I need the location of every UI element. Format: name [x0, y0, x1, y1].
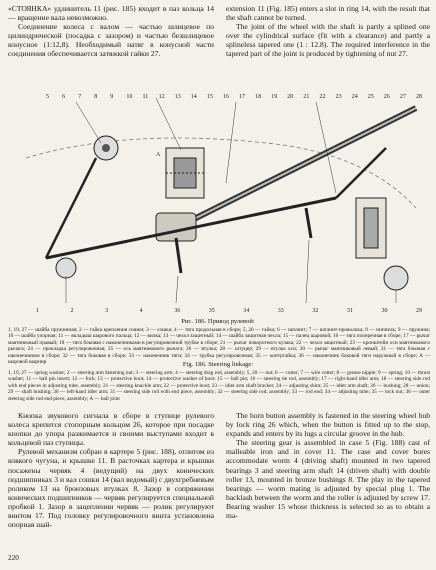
callout-number: 6 [62, 94, 66, 100]
detail-a-section [166, 148, 204, 198]
callout-number: 8 [94, 94, 98, 100]
callout-number: 14 [190, 94, 197, 100]
steering-linkage-figure [6, 88, 430, 316]
left-side-rod [46, 158, 96, 258]
callout-number: 33 [277, 308, 284, 314]
callout-row-top [46, 94, 422, 100]
idler-arm [306, 208, 311, 238]
callout-number: 19 [271, 94, 278, 100]
detail-label: А [156, 152, 161, 158]
callout-number: 29 [416, 308, 422, 314]
callout-number: 11 [142, 94, 149, 100]
callout-number: 9 [110, 94, 114, 100]
callout-number: 31 [346, 308, 353, 314]
callout-number: 15 [206, 94, 213, 100]
callout-number: 25 [367, 94, 374, 100]
ball-joint-left-core [102, 144, 110, 152]
figure-legend-ru: 1, 19, 27 — шайба пружинная; 2 — гайка крепления сошки; 3 — сошка; 4 — тяга продольная в сборе; 5, 20 — гайка; 6 — шплинт; 7 — шплинт-проволока; 8 — ниппель; 9 — пружина; 10 — шайба упорная; 11 — вкладыш шарового пальца; 12 — вилка; 13 — чехол защитный; 14 — шайба защитная чехла; 15 — палец шаровой; 16 — тяга поперечная в сборе; 17 — рычаг маятниковый правый; 18 — тяга боковая с наконечниками в регулировочной трубке в сборе; 21 — рычаг поворотного кулака; 22 — чехол защитный; 23 — кронштейн оси маятникового рычага; 24 — прокладка регулировочная; 25 — ось маятникового рычага; 26 — втулка; 28 — штуцер; 29 — втулка оси; 30 — рычаг маятниковый левый; 31 — тяга боковая с наконечником в сборе; 32 — тяга боковая в сборе; 33 — наконечник тяги; 34 — трубка регулировочная; 35 — контргайка; 36 — наконечник боковой тяги наружный в сборе; A — шаровой шарнир [8, 327, 430, 366]
callout-number: 23 [335, 94, 342, 100]
paragraph: Кнопка звукового сигнала в сборе в ступице рулевого колеса крепится стопорным кольцом 26, которое при посадке кнопки до упора разжимается и своими выступами входит в кольцевой паз ступицы. [8, 411, 214, 448]
steering-linkage-drawing [6, 88, 430, 316]
figure-caption-ru: Рис. 186. Привод рулевой: [181, 318, 255, 325]
callout-number: 28 [416, 94, 422, 100]
callout-number: 5 [46, 94, 49, 100]
bottom-right-column [226, 411, 430, 520]
callout-number: 16 [223, 94, 229, 100]
callout-number: 27 [399, 94, 406, 100]
callout-number: 26 [383, 94, 390, 100]
rod-end-right [384, 266, 408, 290]
callout-number: 36 [174, 308, 181, 314]
paragraph: The joint of the wheel with the shaft is partly a splined one over the cylindrical surface (fit with a clearance) and partly a splineless tapered one (1 : 12.8). The required interference in the tapered part of the joint is produced by tightening of nut 27. [226, 22, 430, 59]
callout-number: 17 [239, 94, 245, 100]
rod-end-left [56, 258, 76, 278]
callout-number: 10 [126, 94, 133, 100]
callout-number: 24 [351, 94, 358, 100]
callout-number: 32 [312, 308, 319, 314]
top-right-column [226, 4, 430, 59]
paragraph: Соединение колеса с валом — частью шлицевое по цилиндрической (посадка с зазором) и частью безшлицевое конусное (1:12,8). Необходимый натяг в конусной части соединения обеспечивается затяжкой гайки 27. [8, 22, 214, 59]
callout-number: 12 [158, 94, 165, 100]
callout-number: 22 [319, 94, 326, 100]
callout-number: 3 [105, 308, 109, 314]
callout-number: 20 [287, 94, 294, 100]
callout-number: 21 [303, 94, 310, 100]
paragraph: The horn button assembly is fastened in the steering wheel hub by lock ring 26 which, when the button is fitted up to the stop, expands and enters by its lugs a circular groove in the hub. [226, 411, 430, 439]
paragraph: «СТОЯНКА» удлинитель 11 (рис. 185) входит в паз кольца 14 — вращение вала невозможно. [8, 4, 214, 23]
paragraph: Рулевой механизм собран в картере 5 (рис. 188), отлитом из ковкого чугуна, и крышке 11. В расточках картера и крышки посажены червяк 4 (ведущий) на двух конических подшипниках 3 и вал сошки 14 (вал ведомый) с двухгребневым роликом 13 на бронзовых втулках 8. Зазор в сопряжении конических подшипников — червяк регулируется специальной пробкой 1. Зазор в зацеплении червяк — ролик регулируют винтом 17. Под головку регулировочного винта установлена опорная шай- [8, 447, 214, 530]
callout-row-bottom [36, 308, 422, 314]
callout-number: 18 [255, 94, 262, 100]
callout-number: 13 [174, 94, 181, 100]
callout-number: 1 [36, 308, 39, 314]
paragraph: extension 11 (Fig. 185) enters a slot in ring 14, with the result that the shaft cannot be turned. [226, 4, 430, 23]
callout-number: 4 [139, 308, 143, 314]
right-side-rod [336, 148, 386, 198]
figure-legend-en: 1, 19, 27 — spring washer; 2 — steering arm fastening nut; 3 — steering arm; 4 — steering drag rod, assembly; 5, 20 — nut; 6 — cotter; 7 — wire cotter; 8 — grease nipple; 9 — spring; 10 — thrust washer; 11 — ball pin insert; 12 — fork; 13 — protective boot; 14 — protective washer of boot; 15 — ball pin; 16 — steering tie rod, assembly; 17 — right-hand idler arm; 18 — steering side rod with end pieces in adjusting tube, assembly; 21 — steering knuckle arm; 22 — protective boot; 23 — idler arm shaft bracket; 24 — adjusting shim; 25 — idler arm shaft; 26 — bushing; 28 — union; 29 — shaft bushing; 30 — left-hand idler arm; 31 — steering side rod with end piece, assembly; 32 — steering side rod, assembly; 33 — rod end; 34 — adjusting tube; 35 — lock nut; 36 — outer steering side rod end piece, assembly; A — ball joint [8, 370, 430, 402]
callout-number: 34 [243, 308, 250, 314]
figure-caption-en: Fig. 186. Steering linkage: [182, 361, 254, 368]
detail-a-pin [174, 158, 196, 188]
page-number: 220 [8, 554, 19, 562]
top-left-column [8, 4, 214, 59]
pitman-arm [176, 238, 181, 273]
callout-number: 30 [381, 308, 388, 314]
callout-number: 35 [208, 308, 215, 314]
bottom-left-column [8, 411, 214, 529]
paragraph: The steering gear is assembled in case 5 (Fig. 188) cast of malleable iron and in cover 11. The case and cover bores accommodate worm 4 (driving shaft) mounted in two tapered bearings 3 and steering arm shaft 14 (driven shaft) with double roller 13, mounted in bronze bushings 8. The play in the tapered bearings — worm mating is adjusted by special plug 1. The backlash between the worm and the roller is adjusted by screw 17. Bearing washer 15 whose thickness is selected so as to obtain a ma- [226, 438, 430, 521]
idler-shaft-section [364, 208, 378, 248]
callout-number: 7 [78, 94, 82, 100]
callout-number: 2 [70, 308, 74, 314]
drag-rod [46, 198, 336, 258]
